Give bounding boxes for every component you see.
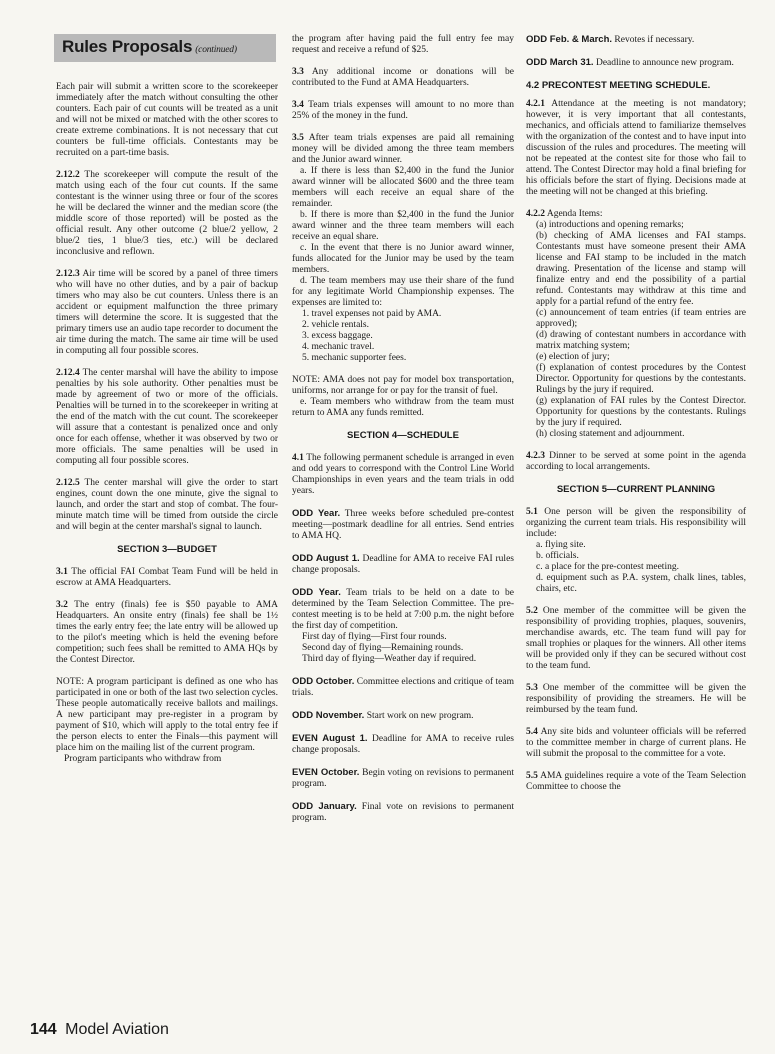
paragraph: 3.4 Team trials expenses will amount to no more than 25% of the money in the fund. [292,100,514,121]
paragraph: 3.3 Any additional income or donations will be contributed to the Fund at AMA Headquarters. [292,67,514,88]
agenda-list [526,220,746,440]
section-heading: SECTION 5—CURRENT PLANNING [556,484,716,495]
schedule-item: ODD Year. Three weeks before scheduled pre-contest meeting—postmark deadline for all entries. Send entries to AMA HQ. [292,508,514,541]
page-subtitle: (continued) [195,45,237,55]
page-title: Rules Proposals (continued) [62,37,237,56]
paragraph: 3.1 The official FAI Combat Team Fund will be held in escrow at AMA Headquarters. [56,567,278,588]
paragraph: 2.12.5 The center marshal will give the order to start engines, count down the one minute, give the signal to launch, and order the start and stop of combat. The four-minute match time will be timed from outside the circle and will begin at the center marshal's signal to launch. [56,478,278,532]
list-item: (g) explanation of FAI rules by the Contest Director. Opportunity for questions by the contestants. Rulings by the jury if required. [536,396,746,428]
schedule-item: ODD January. Final vote on revisions to permanent program. [292,801,515,823]
paragraph: 2.12.4 The center marshal will have the ability to impose penalties by his sole authority. Other penalties must be made by agreement of two or more of the officials. Penalties will be turned in to the scorekeeper in writing at the end of the match with the cut count. The scorekeeper will assure that a contestant is penalized once and only once for each offense, whether it was observed by two or more officials. The same penalties will be used in computing all four possible scores. [56,368,278,466]
clause-a: a. If there is less than $2,400 in the fund the Junior award winner will be allocated $600 and the three team members will each receive an equal share of the remainder. [292,166,514,209]
list-item: c. a place for the pre-contest meeting. [536,562,679,572]
column-1 [56,82,278,776]
list-item: a. flying site. [536,540,586,550]
page-number: 144 [30,1021,57,1038]
list-item: (a) introductions and opening remarks; [536,220,684,230]
list-item: (b) checking of AMA licenses and FAI stamps. Contestants must have someone present their AMA license and FAI stamp to be included in the match drawing. Presentation of the license and stamp will finalize entry and end the possibility of a partial refund. Contestants may withdraw at this time and apply for a partial refund of the entry fee. [536,231,746,307]
section-heading: SECTION 3—BUDGET [117,544,217,555]
flying-days [292,632,514,665]
paragraph: 5.2 One member of the committee will be given the responsibility of providing trophies, plaques, souvenirs, merchandise awards, etc. The team fund will pay for small trophies or plaques for the winners. All other items will be provided only if they can be secured without cost to the team fund. [526,606,747,671]
clause-d: d. The team members may use their share of the fund for any legitimate World Championship expenses. The expenses are limited to: [292,276,514,308]
list-item: (f) explanation of contest procedures by the Contest Director. Opportunity for questions by the contestants. Rulings by the jury if required. [536,363,746,395]
schedule-item: ODD October. Committee elections and critique of team trials. [292,676,515,698]
schedule-item: ODD Year. Team trials to be held on a date to be determined by the Team Selection Committee. The pre-contest meeting is to be held at 7:00 p.m. the night before the first day of competition. [292,587,514,631]
list-item: 5. mechanic supporter fees. [302,353,407,363]
magazine-name: Model Aviation [65,1021,169,1038]
schedule-item: ODD Feb. & March. Revotes if necessary. [526,34,695,45]
clause-e: e. Team members who withdraw from the team must return to AMA any funds remitted. [292,397,514,418]
paragraph: Program participants who withdraw from [64,754,222,764]
list-item: (d) drawing of contestant numbers in accordance with matrix matching system; [536,330,746,351]
paragraph: 4.2.1 Attendance at the meeting is not mandatory; however, it is very important that all contestants, mechanics, and officials attend to familiarize themselves with the organization of the contest and to have input into discussion of the rules and procedures. The meeting will not be repeated at the contest site for those who fail to attend. The Contest Director may hold a final briefing for his officials before the start of flying. Decisions made at the meeting will not be changed at this briefing. [526,99,746,197]
paragraph: Each pair will submit a written score to the scorekeeper immediately after the match without consulting the other counters. Each pair of cut counts will be treated as a unit and will not be mixed or matched with the other scores to create extreme combinations. It is not necessary that cut counters be full-time officials. Contestants may be recruited on a part-time basis. [56,82,278,158]
paragraph: 5.4 Any site bids and volunteer officials will be referred to the committee member in charge of current plans. He will submit the proposal to the committee for a vote. [526,727,746,759]
list-item: (c) announcement of team entries (if team entries are approved); [536,308,746,329]
paragraph: 4.2.3 Dinner to be served at some point in the agenda according to local arrangements. [526,451,747,472]
list-item: 1. travel expenses not paid by AMA. [302,309,442,319]
paragraph: 3.2 The entry (finals) fee is $50 payable to AMA Headquarters. An onsite entry (finals) fee shall be 1½ times the early entry fee; the late entry will be allowed up to the pilot's meeting which is held the evening before competition; such fees shall be remitted to AMA HQs by the Contest Director. [56,600,278,665]
page-footer [30,1021,169,1039]
schedule-item: ODD March 31. Deadline to announce new program. [526,57,734,68]
list-item: d. equipment such as P.A. system, chalk lines, tables, chairs, etc. [536,573,746,594]
list-item: 3. excess baggage. [302,331,373,341]
expense-list [292,309,514,364]
paragraph: 4.2.2 Agenda Items: [526,209,603,219]
note: NOTE: AMA does not pay for model box transportation, uniforms, nor arrange for or pay for the transit of fuel. [292,375,514,396]
list-item: Third day of flying—Weather day if required. [302,654,477,664]
paragraph: 4.1 The following permanent schedule is arranged in even and odd years to correspond with the Control Line World Championships in even years and the team trials in odd years. [292,453,514,496]
paragraph: 5.5 AMA guidelines require a vote of the Team Selection Committee to choose the [526,771,746,792]
list-item: b. officials. [536,551,579,561]
list-item: Second day of flying—Remaining rounds. [302,643,464,653]
planning-list [526,540,746,595]
note: NOTE: A program participant is defined as one who has participated in one or both of the last two selection cycles. These people automatically receive ballots and mailings. A new participant may pre-register in a program by payment of $10, which will apply to the total entry fee if the person elects to enter the Finals—this payment will place him on the mailing list of the current program. [56,677,278,753]
paragraph: 3.5 After team trials expenses are paid all remaining money will be divided among the three team members and the Junior award winner. [292,133,514,165]
schedule-item: EVEN August 1. Deadline for AMA to receive rules change proposals. [292,733,515,755]
subsection-heading: 4.2 PRECONTEST MEETING SCHEDULE. [526,80,711,91]
column-3 [526,34,746,804]
paragraph: 5.1 One person will be given the responsibility of organizing the current team trials. His responsibility will include: [526,507,746,539]
paragraph: 2.12.2 The scorekeeper will compute the result of the match using each of the four cut counts. If the same contestant is the winner using three or four of the scores he will be declared the winner and the median score (the middle score of those reported) will be posted as the official result. Any other outcome (2 blue/2 yellow, 2 blue/2 ties, 1 blue/3 ties, etc.) will be declared inconclusive and reflown. [56,170,278,257]
paragraph: 5.3 One member of the committee will be given the responsibility of providing the streamers. He will be reimbursed by the team fund. [526,683,747,715]
column-2 [292,34,514,835]
schedule-item: ODD November. Start work on new program. [292,710,474,721]
paragraph: 2.12.3 Air time will be scored by a panel of three timers who will have no other duties, and by a pair of backup timers who may also be cut counters. Unless there is an accident or equipment malfunction the three primary timers will determine the score. It is suggested that the primary timers use an audio tape recorder to document the air time during the match. The same air time will be used in computing all four possible scores. [56,269,278,356]
schedule-item: ODD August 1. Deadline for AMA to receive FAI rules change proposals. [292,553,514,575]
list-item: First day of flying—First four rounds. [302,632,447,642]
list-item: (e) election of jury; [536,352,610,362]
schedule-item: EVEN October. Begin voting on revisions to permanent program. [292,767,515,789]
clause-b: b. If there is more than $2,400 in the fund the Junior award winner and the three team members will each receive an equal share. [292,210,514,242]
list-item: (h) closing statement and adjournment. [536,429,685,439]
paragraph: the program after having paid the full entry fee may request and receive a refund of $25. [292,34,514,55]
clause-c: c. In the event that there is no Junior award winner, funds allocated for the Junior may be used by the team members. [292,243,514,275]
section-heading: SECTION 4—SCHEDULE [347,430,459,441]
list-item: 2. vehicle rentals. [302,320,370,330]
list-item: 4. mechanic travel. [302,342,375,352]
